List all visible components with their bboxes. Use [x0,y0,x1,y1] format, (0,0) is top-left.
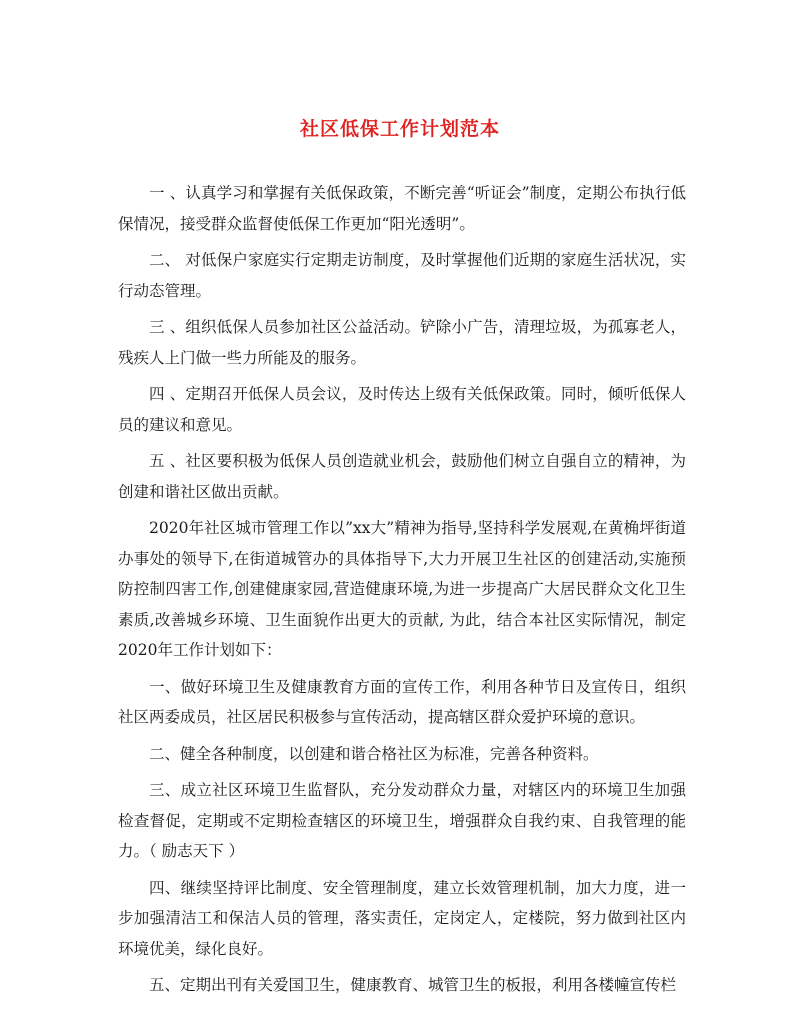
paragraph-plan-2: 二、健全各种制度，以创建和谐合格社区为标准，完善各种资料。 [149,744,599,763]
paragraph-plan-1: 一、做好环境卫生及健康教育方面的宣传工作，利用各种节日及宣传日，组织社区两委成员，社区居民积极参与宣传活动，提高辖区群众爱护环境的意识。 [118,677,686,726]
paragraph-2: 二、 对低保户家庭实行定期走访制度，及时掌握他们近期的家庭生活状况，实行动态管理。 [118,251,686,300]
paragraph-3: 三 、组织低保人员参加社区公益活动。铲除小广告，清理垃圾，为孤寡老人，残疾人上门做一些力所能及的服务。 [118,318,686,367]
paragraph-4: 四 、定期召开低保人员会议，及时传达上级有关低保政策。同时，倾听低保人员的建议和意见。 [118,385,686,434]
paragraph-intro-2020: 2020年社区城市管理工作以”xx大”精神为指导,坚持科学发展观,在黄桷坪街道办事处的领导下,在街道城管办的具体指导下,大力开展卫生社区的创建活动,实施预防控制四害工作,创建健康家园,营造健康环境,为进一步提高广大居民群众文化卫生素质,改善城乡环境、卫生面貌作出更大的贡献, 为此，结合本社区实际情况，制定2020年工作计划如下： [118,519,686,659]
document-body [118,178,686,1007]
document-title: 社区低保工作计划范本 [299,118,500,140]
paragraph-5: 五 、社区要积极为低保人员创造就业机会，鼓励他们树立自强自立的精神，为创建和谐社区做出贡献。 [118,452,686,501]
paragraph-plan-3: 三、成立社区环境卫生监督队，充分发动群众力量，对辖区内的环境卫生加强检查督促，定期或不定期检查辖区的环境卫生，增强群众自我约束、自我管理的能力。（ 励志天下 ） [118,781,686,860]
paragraph-plan-4: 四、继续坚持评比制度、安全管理制度，建立长效管理机制，加大力度，进一步加强清洁工和保洁人员的管理，落实责任，定岗定人，定楼院，努力做到社区内环境优美，绿化良好。 [118,878,686,958]
paragraph-1: 一 、认真学习和掌握有关低保政策，不断完善“听证会”制度，定期公布执行低保情况，接受群众监督使低保工作更加“阳光透明”。 [118,184,686,233]
paragraph-plan-5: 五、定期出刊有关爱国卫生，健康教育、城管卫生的板报，利用各楼幢宣传栏 [149,976,677,994]
